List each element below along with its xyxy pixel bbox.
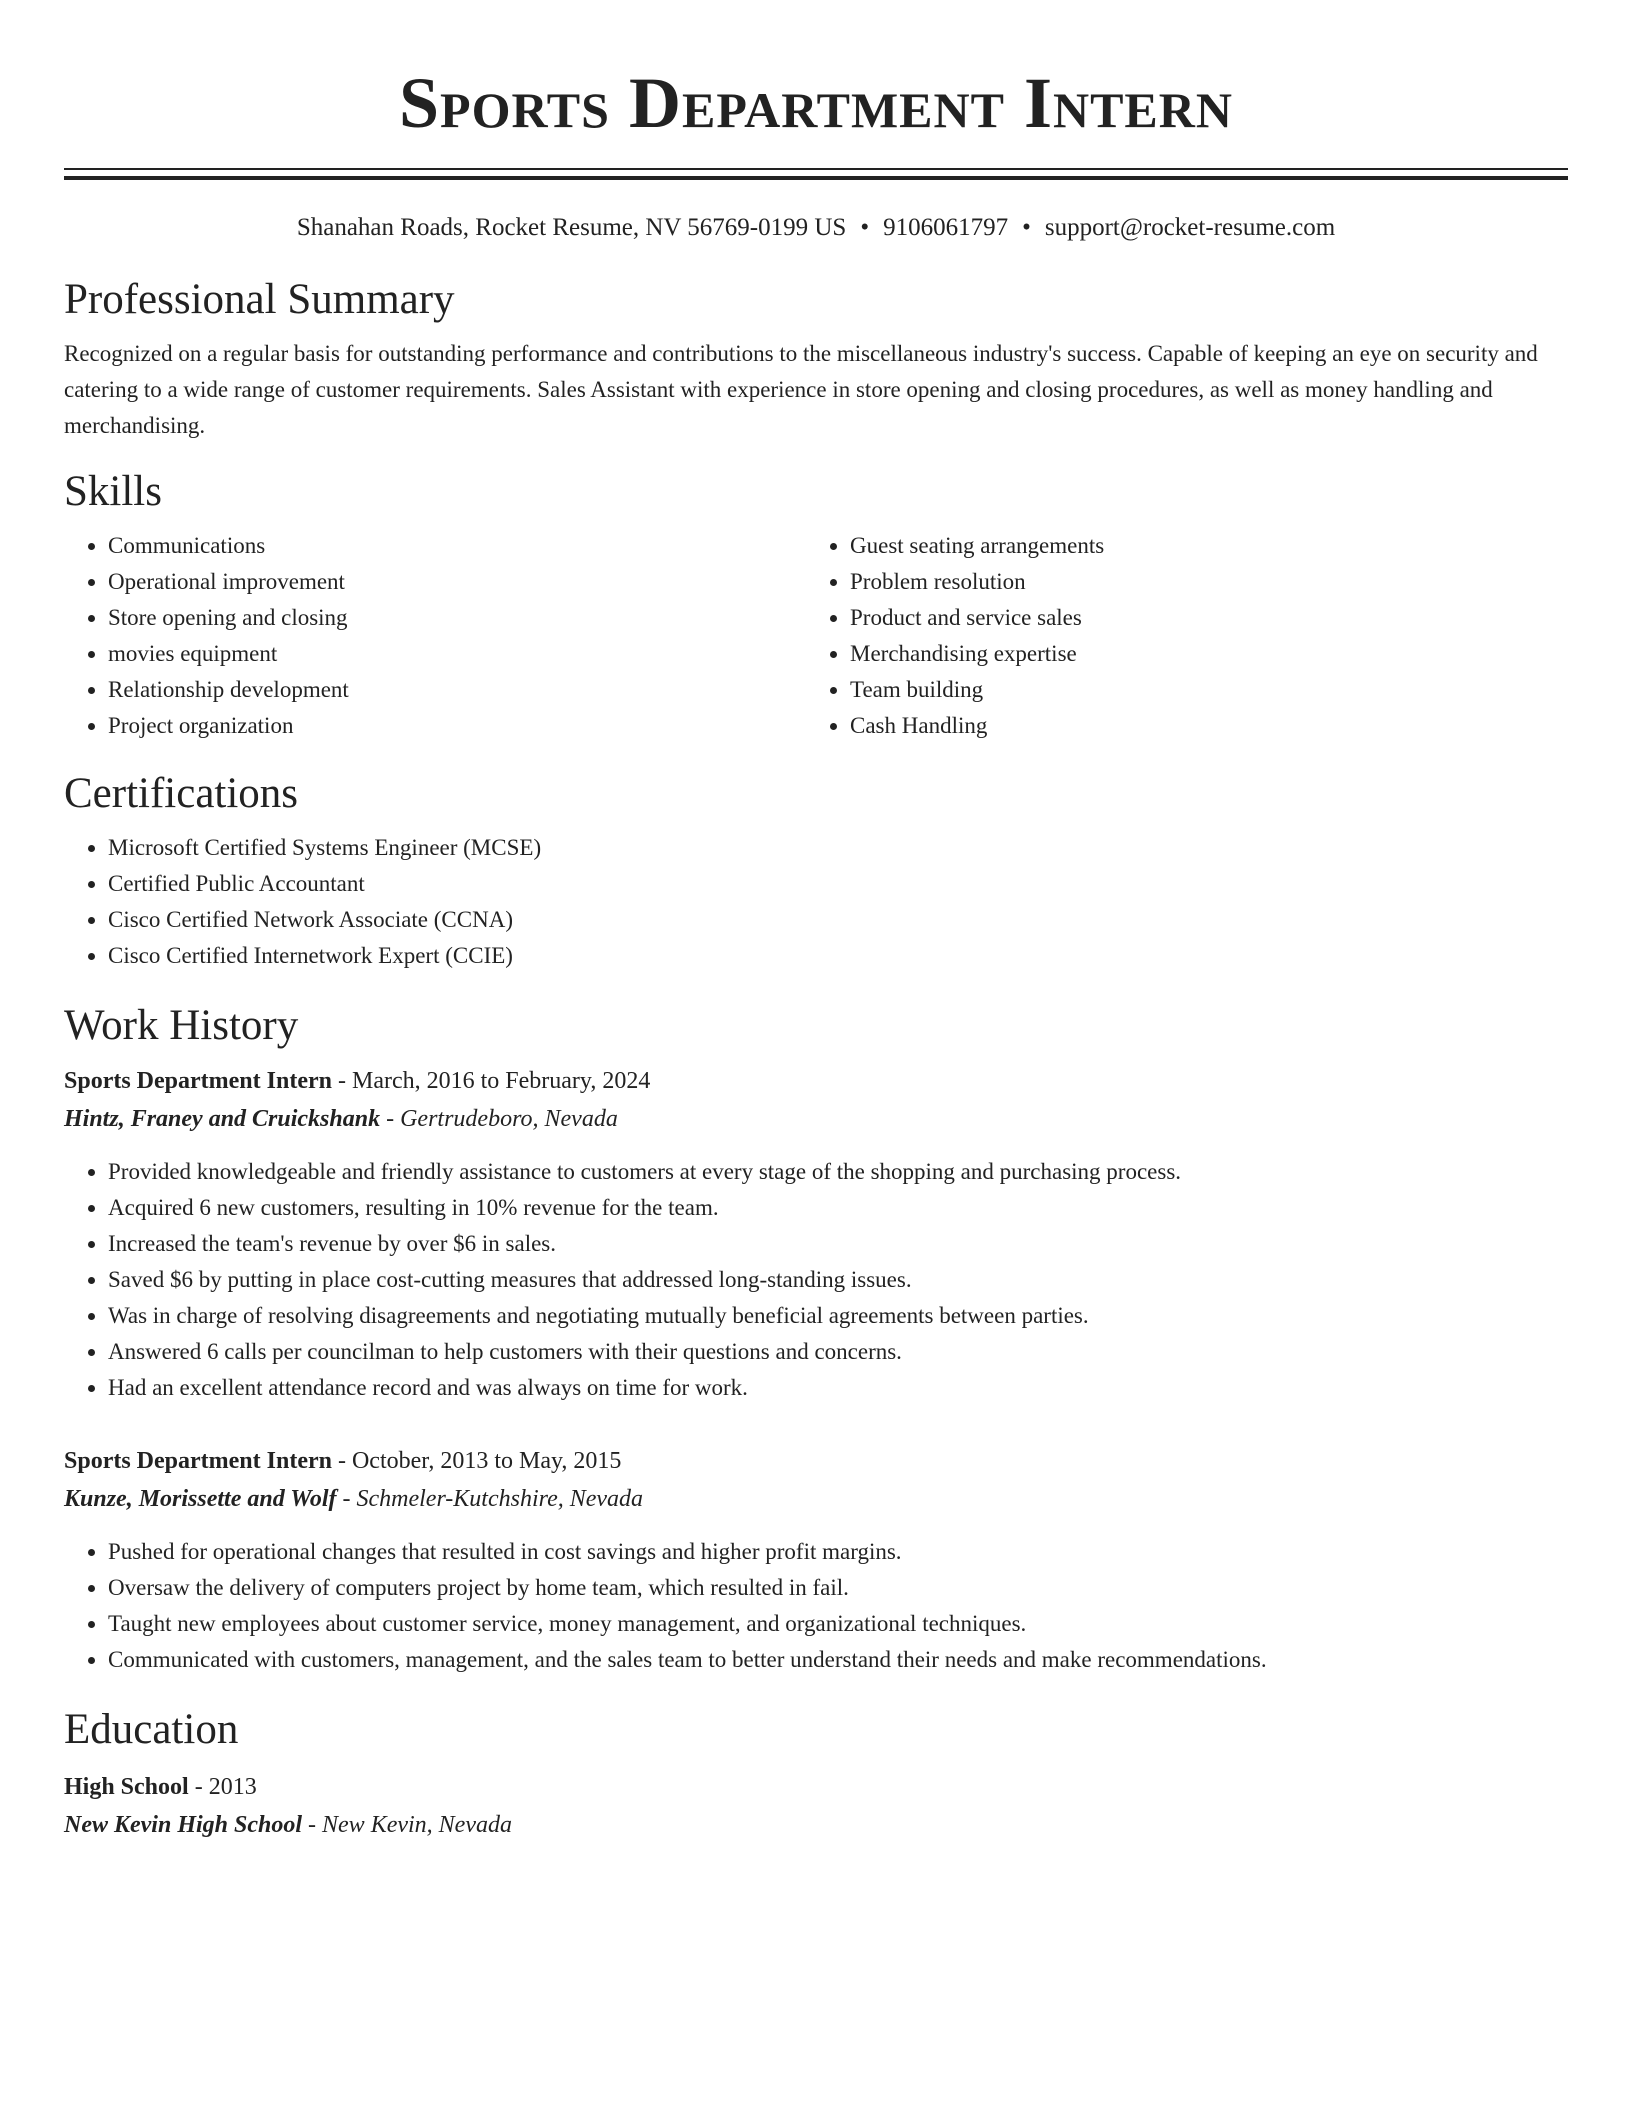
skill-item: • Team building <box>850 672 1548 708</box>
certifications-heading: Certifications <box>64 770 299 817</box>
summary-heading: Professional Summary <box>64 276 455 323</box>
job-bullet: • Taught new employees about customer service, money management, and organizational techniques. <box>108 1606 1568 1642</box>
summary-text: Recognized on a regular basis for outstanding performance and contributions to the miscellaneous industry's success. Capable of keeping an eye on security and catering to a wide range of customer requirements. Sales Assistant with experience in store opening and closing procedures, as well as money handling and merchandising. <box>64 341 1538 438</box>
job-bullets <box>64 1154 1568 1406</box>
skill-item: • Communications <box>108 528 806 564</box>
contact-phone: 9106061797 <box>883 214 1009 241</box>
education-section <box>64 1704 1568 1844</box>
job-title: Sports Department Intern <box>64 1068 332 1094</box>
skills-list-left <box>64 528 806 744</box>
job-title: Sports Department Intern <box>64 1448 332 1474</box>
job-bullet: • Increased the team's revenue by over $6 in sales. <box>108 1226 1568 1262</box>
job-bullet: • Was in charge of resolving disagreements and negotiating mutually beneficial agreements between parties. <box>108 1298 1568 1334</box>
header-rule-bottom <box>64 176 1568 180</box>
skill-item: • Relationship development <box>108 672 806 708</box>
header-rule-top <box>64 168 1568 170</box>
resume-name: Sports Department Intern <box>398 63 1233 143</box>
certifications-section <box>64 768 1568 974</box>
certification-item: • Cisco Certified Network Associate (CCNA) <box>108 902 1568 938</box>
job-bullet: • Answered 6 calls per councilman to help customers with their questions and concerns. <box>108 1334 1568 1370</box>
skills-list-right <box>806 528 1548 744</box>
resume-page <box>64 0 1568 1844</box>
education-school: New Kevin High School <box>64 1812 303 1838</box>
job-company: Hintz, Franey and Cruickshank <box>64 1106 381 1132</box>
skill-item: • Store opening and closing <box>108 600 806 636</box>
job-title-line <box>64 1062 1568 1100</box>
education-school-line <box>64 1806 1568 1844</box>
education-year: - 2013 <box>188 1774 257 1800</box>
job-title-line <box>64 1442 1568 1480</box>
education-location: - New Kevin, Nevada <box>302 1812 512 1838</box>
certification-item: • Microsoft Certified Systems Engineer (MCSE) <box>108 830 1568 866</box>
job-entry <box>64 1442 1568 1678</box>
job-location: - Gertrudeboro, Nevada <box>380 1106 618 1132</box>
job-entry <box>64 1062 1568 1406</box>
summary-section <box>64 274 1568 444</box>
skills-heading: Skills <box>64 468 162 515</box>
job-bullet: • Had an excellent attendance record and was always on time for work. <box>108 1370 1568 1406</box>
job-dates: - March, 2016 to February, 2024 <box>331 1068 651 1094</box>
education-degree-line <box>64 1768 1568 1806</box>
job-bullet: • Oversaw the delivery of computers project by home team, which resulted in fail. <box>108 1570 1568 1606</box>
skill-item: • Project organization <box>108 708 806 744</box>
skill-item: • Operational improvement <box>108 564 806 600</box>
job-company-line <box>64 1100 1568 1138</box>
skills-column-left <box>64 528 806 744</box>
education-degree: High School <box>64 1774 189 1800</box>
education-heading: Education <box>64 1706 239 1753</box>
job-bullet: • Saved $6 by putting in place cost-cutting measures that addressed long-standing issues. <box>108 1262 1568 1298</box>
job-dates: - October, 2013 to May, 2015 <box>331 1448 622 1474</box>
education-entry <box>64 1768 1568 1844</box>
skill-item: • Merchandising expertise <box>850 636 1548 672</box>
job-bullets <box>64 1534 1568 1678</box>
skills-grid <box>64 528 1568 744</box>
contact-line <box>64 212 1568 244</box>
skill-item: • Cash Handling <box>850 708 1548 744</box>
skill-item: • movies equipment <box>108 636 806 672</box>
certifications-list <box>64 830 1568 974</box>
skills-section <box>64 466 1568 744</box>
contact-separator: • <box>860 214 870 241</box>
contact-separator: • <box>1022 214 1031 241</box>
contact-email: support@rocket-resume.com <box>1044 214 1336 241</box>
skills-column-right <box>806 528 1548 744</box>
job-company-line <box>64 1480 1568 1518</box>
certification-item: • Certified Public Accountant <box>108 866 1568 902</box>
job-bullet: • Pushed for operational changes that resulted in cost savings and higher profit margins. <box>108 1534 1568 1570</box>
job-bullet: • Provided knowledgeable and friendly assistance to customers at every stage of the shopping and purchasing process. <box>108 1154 1568 1190</box>
contact-address: Shanahan Roads, Rocket Resume, NV 56769-0199 US <box>296 214 847 241</box>
job-company: Kunze, Morissette and Wolf <box>64 1486 337 1512</box>
work-history-heading: Work History <box>64 1002 299 1049</box>
skill-item: • Problem resolution <box>850 564 1548 600</box>
skill-item: • Product and service sales <box>850 600 1548 636</box>
certification-item: • Cisco Certified Internetwork Expert (CCIE) <box>108 938 1568 974</box>
work-history-section <box>64 1000 1568 1678</box>
job-bullet: • Acquired 6 new customers, resulting in 10% revenue for the team. <box>108 1190 1568 1226</box>
skill-item: • Guest seating arrangements <box>850 528 1548 564</box>
job-location: - Schmeler-Kutchshire, Nevada <box>336 1486 644 1512</box>
job-bullet: • Communicated with customers, management, and the sales team to better understand their needs and make recommendations. <box>108 1642 1568 1678</box>
